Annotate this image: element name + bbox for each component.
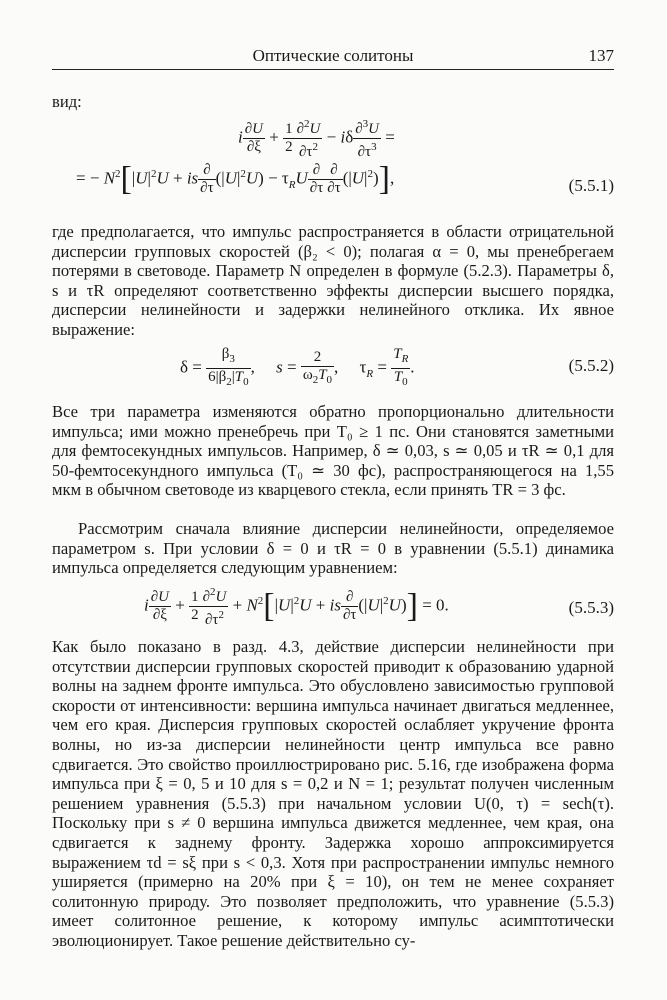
equation-5-5-1-line1: i $\frac{\partial U}{\partial\xi}$ + $\frac{1}{2}$ $\frac{\partial^2U}{\partial\tau^2}$ − iδ $\frac{\partial^3U}{\partial\tau^3}$ =	[238, 118, 395, 160]
equation-number: (5.5.2)	[568, 356, 614, 375]
running-title: Оптические солитоны	[252, 46, 414, 65]
paragraph-1: где предполагается, что импульс распространяется в области отрицательной дисперсии групповых скоростей (β₂ < 0); полагая α = 0, мы пренебрегаем потерями в световоде. Параметр N определен в формуле (5.2.3). Параметры δ, s и τR определяют соответственно эффекты дисперсии высшего порядка, дисперсии нелинейности и задержки нелинейного отклика. Их явное выражение:	[52, 222, 614, 339]
equation-number: (5.5.1)	[568, 176, 614, 195]
equation-5-5-3: i $\frac{\partial U}{\partial\xi}$ + $\frac{1}{2}$ $\frac{\partial^2U}{\partial\tau^2}$ + $N^2[|U|^2U$ + is $\frac{\partial}{\partial\tau}$ $(|U|^2U)] = 0$. (5.5.3)	[144, 586, 614, 628]
paragraph-2: Все три параметра изменяются обратно пропорционально длительности импульса; ими можно пренебречь при T₀ ≥ 1 пс. Они становятся заметными для фемтосекундных импульсов. Например, δ ≃ 0,03, s ≃ 0,05 и τR ≃ 0,1 для 50-фемтосекундного импульса (T₀ ≃ 30 фс), распространяющегося на 1,55 мкм в обычном световоде из кварцевого стекла, если принять TR = 3 фс.	[52, 402, 614, 500]
header-rule	[52, 69, 614, 70]
paragraph-4: Как было показано в разд. 4.3, действие дисперсии нелинейности при отсутствии дисперсии групповых скоростей приводит к образованию ударной волны на заднем фронте импульса. Это обусловлено зависимостью групповой скорости от интенсивности: вершина импульса начинает двигаться медленнее, чем его края. Дисперсия групповых скоростей ослабляет укручение фронта волны, но из-за дисперсии нелинейности центр импульса все равно сдвигается. Это свойство проиллюстрировано рис. 5.16, где изображена форма импульса при ξ = 0, 5 и 10 для s = 0,2 и N = 1; результат получен численным решением уравнения (5.5.3) при начальном условии U(0, τ) = sech(τ). Поскольку при s ≠ 0 вершина импульса движется медленнее, чем края, она сдвигается к заднему фронту. Задержка хорошо аппроксимируется выражением τd = sξ при s < 0,3. Хотя при распространении импульс немного уширяется (примерно на 20% при ξ = 10), он тем не менее сохраняет солитонную природу. Это позволяет предположить, что уравнение (5.5.3) имеет солитонное решение, к которому импульс асимптотически эволюционирует. Такое решение действительно су-	[52, 637, 614, 950]
paragraph-intro: вид:	[52, 92, 82, 111]
page-number: 137	[588, 46, 614, 65]
equation-number: (5.5.3)	[568, 598, 614, 617]
equation-5-5-1-line2: = − $N^2[|U|^2U$ + is $\frac{\partial}{\partial\tau}$ $(|U|^2U) - \tau_RU$ $\frac{\partial}{\partial\tau}$ $\frac{\partial}{\partial\tau}$ $(|U|^2)$],	[76, 160, 395, 198]
paragraph-3: Рассмотрим сначала влияние дисперсии нелинейности, определяемое параметром s. При условии δ = 0 и τR = 0 в уравнении (5.5.1) динамика импульса определяется следующим уравнением:	[52, 519, 614, 578]
equation-5-5-1	[52, 114, 614, 206]
equation-5-5-2: δ = $\frac{\beta_3}{6|\beta_2|T_0}$ , s = $\frac{2}{\omega_2T_0}$ , $\tau_R$ = $\frac{T_R}{T_0}$ . (5.5.2)	[180, 346, 614, 388]
page-header	[52, 46, 614, 66]
